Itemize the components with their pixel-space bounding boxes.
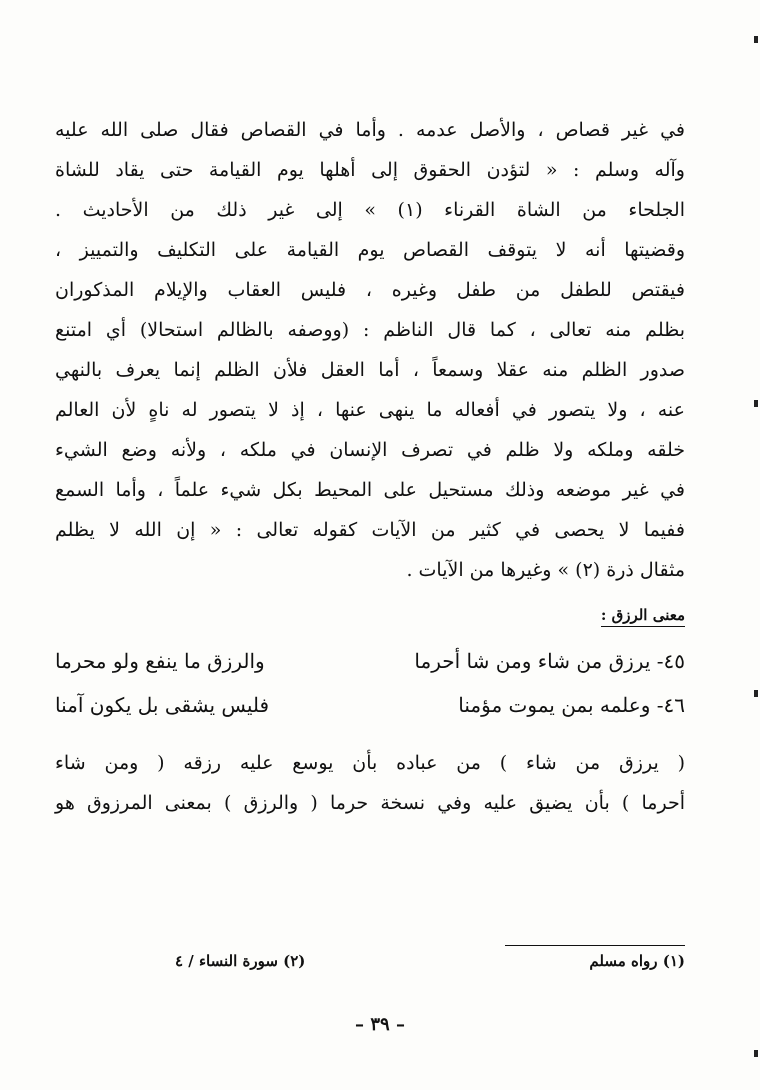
body-line: في غير موضعه وذلك مستحيل على المحيط بكل شيء علماً ، وأما السمع (55, 479, 685, 501)
body-line: خلقه وملكه ولا ظلم في تصرف الإنسان في ملكه ، ولأنه وضع الشيء (55, 439, 685, 461)
verse-second-hemistich: والرزق ما ينفع ولو محرما (55, 649, 265, 673)
footnote-2: (٢) سورة النساء / ٤ (175, 952, 306, 970)
verse-first-hemistich: ٤٦- وعلمه بمن يموت مؤمنا (458, 693, 685, 717)
footnotes (175, 952, 685, 970)
commentary-line: ( يرزق من شاء ) من عباده بأن يوسع عليه رزقه ( ومن شاء (55, 752, 685, 774)
scan-edge-mark (754, 690, 758, 697)
body-line: مثقال ذرة (٢) » وغيرها من الآيات . (406, 559, 685, 581)
verse-block (55, 639, 685, 727)
body-line: بظلم منه تعالى ، كما قال الناظم : (ووصفه بالظالم استحالا) أي امتنع (55, 319, 685, 341)
body-line: الجلحاء من الشاة القرناء (١) » إلى غير ذلك من الأحاديث . (55, 199, 685, 221)
commentary-line: أحرما ) بأن يضيق عليه وفي نسخة حرما ( والرزق ) بمعنى المرزوق هو (55, 792, 685, 814)
verse-first-hemistich: ٤٥- يرزق من شاء ومن شا أحرما (414, 649, 685, 673)
footnote-1: (١) رواه مسلم (589, 952, 685, 970)
scan-edge-mark (754, 400, 758, 407)
body-line: وآله وسلم : « لتؤدن الحقوق إلى أهلها يوم القيامة حتى يقاد للشاة (55, 159, 685, 181)
scan-edge-mark (754, 1050, 758, 1057)
body-line: في غير قصاص ، والأصل عدمه . وأما في القصاص فقال صلى الله عليه (55, 119, 685, 141)
body-line: صدور الظلم منه عقلا وسمعاً ، أما العقل فلأن الظلم إنما يعرف بالنهي (55, 359, 685, 381)
body-line: عنه ، ولا يتصور في أفعاله ما ينهى عنها ، إذ لا يتصور له ناهٍ لأن العالم (55, 399, 685, 421)
verse-row (55, 683, 685, 727)
body-line: ففيما لا يحصى في كثير من الآيات كقوله تعالى : « إن الله لا يظلم (55, 519, 685, 541)
footnote-divider (505, 945, 685, 946)
page-content (55, 110, 685, 823)
page-number: – ٣٩ – (355, 1014, 405, 1035)
section-heading: معنى الرزق : (601, 606, 685, 627)
body-line: فيقتص للطفل من طفل وغيره ، فليس العقاب والإيلام المذكوران (55, 279, 685, 301)
verse-row (55, 639, 685, 683)
scan-edge-mark (754, 36, 758, 43)
body-line: وقضيتها أنه لا يتوقف القصاص يوم القيامة على التكليف والتمييز ، (55, 239, 685, 261)
body-paragraph (55, 110, 685, 590)
verse-second-hemistich: فليس يشقى بل يكون آمنا (55, 693, 270, 717)
commentary-paragraph (55, 743, 685, 823)
